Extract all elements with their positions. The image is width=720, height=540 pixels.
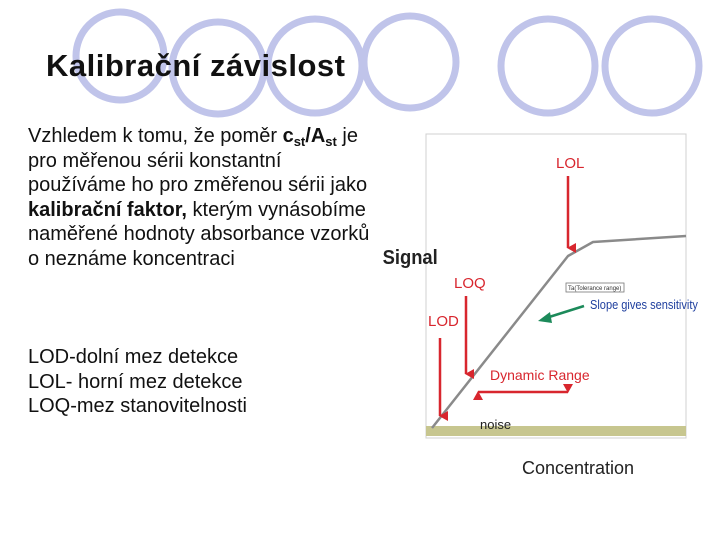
a-subscript: st [325, 134, 337, 149]
y-axis-label: Signal [382, 247, 438, 270]
definition-lod: LOD-dolní mez detekce [28, 346, 239, 368]
x-axis-label: Concentration [522, 458, 635, 478]
slope-label: Slope gives sensitivity [590, 297, 698, 313]
noise-band [426, 426, 686, 436]
slash: / [305, 125, 311, 147]
paragraph-text-3: kterým vynásobíme naměřené hodnoty absorbance vzorků o neznáme koncentraci [28, 198, 370, 270]
definition-lol: LOL- horní mez detekce [28, 370, 243, 393]
decor-circle [364, 16, 456, 108]
a-symbol: A [310, 125, 326, 147]
paragraph-text-1: Vzhledem k tomu, že poměr [28, 125, 283, 147]
c-subscript: st [293, 134, 306, 149]
dynamic-range-label: Dynamic Range [490, 367, 590, 383]
decor-circle [605, 19, 699, 113]
lol-label: LOL [556, 155, 585, 172]
loq-label: LOQ [454, 275, 486, 292]
definition-loq: LOQ-mez stanovitelnosti [28, 395, 247, 417]
explanation-paragraph [28, 124, 373, 271]
slide-title: Kalibrační závislost [46, 48, 346, 83]
definitions-list [28, 345, 247, 419]
decor-circle [501, 19, 595, 113]
c-symbol: c [282, 125, 294, 147]
calibration-curve-figure [378, 128, 708, 488]
lod-label: LOD [428, 313, 459, 330]
calibration-factor-term: kalibrační faktor, [28, 198, 187, 221]
noise-label: noise [480, 417, 512, 432]
tolerance-box-text: Ta(Tolerance range) [568, 286, 622, 292]
paragraph-text-2: je pro měřenou sérii konstantní používáme ho pro změřenou sérii jako [28, 125, 368, 196]
